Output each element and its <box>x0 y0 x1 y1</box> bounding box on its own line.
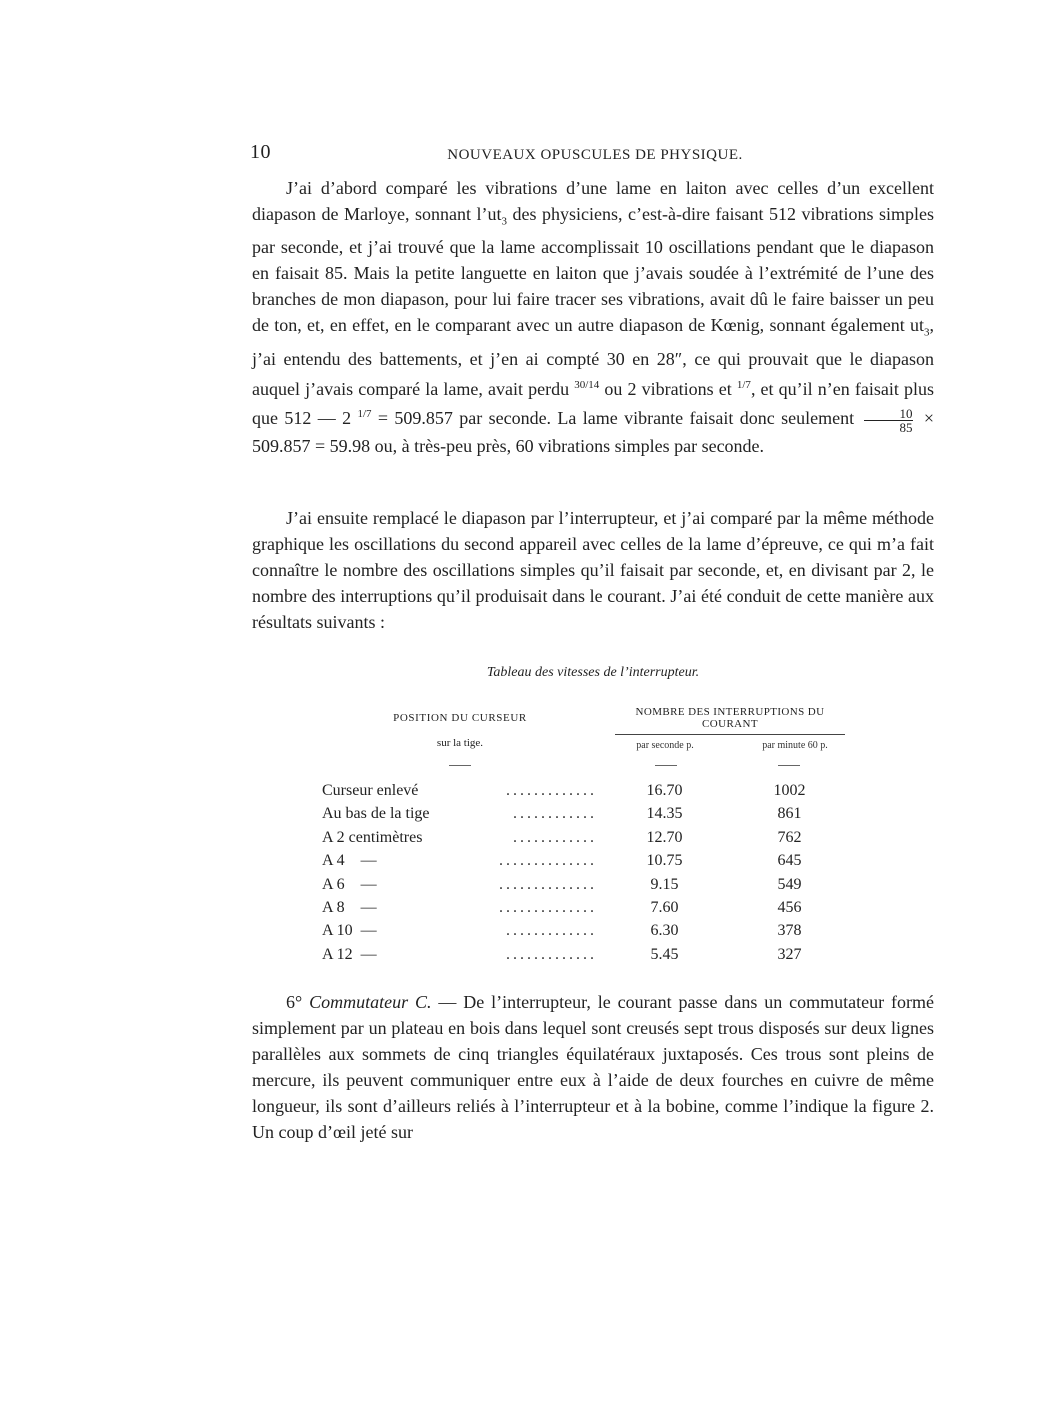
row-label: A 10 — <box>322 922 377 940</box>
value-per-minute: 762 <box>777 828 802 846</box>
p3-text: — De l’interrupteur, le courant passe dans un commutateur formé simplement par un plateau en bois dans lequel sont creusés sept trous disposés sur deux lignes parallèles aux sommets de cinq triangles équilatéraux juxtaposés. Ces trous sont pleins de mercure, ils peuvent communiquer entre eux à l’aide de deux fourches en cuivre de même longueur, ils sont d’ailleurs reliés à l’interrupteur et à la bobine, comme l’indique la figure 2. Un coup d’œil jeté sur <box>252 992 934 1142</box>
value-per-minute: 645 <box>777 852 802 870</box>
table-body <box>322 782 842 969</box>
row-label: A 8 — <box>322 898 377 916</box>
leader-dots: ............. <box>506 945 597 963</box>
p1-fraction-1: 30/14 <box>574 378 600 391</box>
leader-dots: ............. <box>506 782 597 799</box>
value-per-second: 5.45 <box>650 945 679 963</box>
column-header-interruptions <box>610 706 850 735</box>
leader-dots: ............. <box>506 922 597 940</box>
column-header-position <box>370 712 550 749</box>
fraction-numerator: 10 <box>864 407 913 421</box>
value-per-minute: 327 <box>777 945 802 963</box>
header-rule <box>615 734 845 735</box>
p1-text-g: × 509.857 = 59.98 ou, à très-peu près, 60 vibrations simples par seconde. <box>252 408 934 456</box>
column-dash <box>778 765 800 766</box>
row-label: Au bas de la tige <box>322 805 430 823</box>
row-label: Curseur enlevé <box>322 782 419 799</box>
page-header <box>250 141 940 169</box>
p1-text-d: ou 2 vibrations et <box>599 378 737 399</box>
column-dash <box>449 765 471 766</box>
p1-text-a: J’ai d’abord comparé les vibrations d’une lame en laiton avec celles d’un excellent diapason de Marloye, sonnant l’ut <box>252 178 934 224</box>
column-dash <box>655 765 677 766</box>
leader-dots: ............ <box>513 828 597 846</box>
subheader-per-minute: par minute 60 p. <box>762 740 828 751</box>
column-header-interruptions-title: NOMBRE DES INTERRUPTIONS DU COURANT <box>635 706 825 730</box>
leader-dots: .............. <box>499 898 597 916</box>
row-label: A 2 centimètres <box>322 828 423 846</box>
value-per-second: 7.60 <box>650 898 679 916</box>
leader-dots: .............. <box>499 875 597 893</box>
value-per-minute: 1002 <box>773 782 806 799</box>
table-row <box>322 805 842 828</box>
value-per-second: 12.70 <box>646 828 683 846</box>
value-per-second: 16.70 <box>646 782 683 799</box>
table-row <box>322 876 842 899</box>
value-per-minute: 549 <box>777 875 802 893</box>
row-label: A 12 — <box>322 945 377 963</box>
paragraph-3 <box>252 990 934 1145</box>
table-row <box>322 899 842 922</box>
running-title: NOUVEAUX OPUSCULES DE PHYSIQUE. <box>447 147 743 163</box>
p3-lead: 6° <box>286 992 310 1012</box>
paragraph-1 <box>252 176 934 460</box>
table-row <box>322 922 842 945</box>
table-row <box>322 852 842 875</box>
table-caption: Tableau des vitesses de l’interrupteur. <box>486 665 700 680</box>
p1-fraction-3: 1/7 <box>357 408 372 421</box>
value-per-second: 14.35 <box>646 805 683 823</box>
p1-text-f: = 509.857 par seconde. La lame vibrante faisait donc seulement <box>371 408 861 429</box>
value-per-second: 9.15 <box>650 875 679 893</box>
row-label: A 6 — <box>322 875 377 893</box>
row-label: A 4 — <box>322 852 377 870</box>
value-per-second: 10.75 <box>646 852 683 870</box>
p1-text-c: , j’ai entendu des battements, et j’en ai compté 30 en 28″, ce qui prouvait que le diapason auquel j’avais comparé la lame, avait perdu <box>252 315 934 399</box>
value-per-minute: 456 <box>777 898 802 916</box>
p1-text-b: des physiciens, c’est-à-dire faisant 512 vibrations simples par seconde, et j’ai trouvé que la lame accomplissait 10 oscillations pendant que le diapason en faisait 85. Mais la petite languette en laiton que j’avais soudée à l’extrémité de l’une des branches de mon diapason, pour lui faire tracer ses vibrations, avait dû le faire baisser un peu de ton, et, en effet, en le comparant avec un autre diapason de Kœnig, sonnant également ut <box>252 203 934 336</box>
table-row <box>322 782 842 805</box>
leader-dots: ............ <box>513 805 597 823</box>
p1-fraction-2: 1/7 <box>736 378 751 391</box>
table-row <box>322 829 842 852</box>
paragraph-2: J’ai ensuite remplacé le diapason par l’interrupteur, et j’ai comparé par la même méthode graphique les oscillations du second appareil avec celles de la lame d’épreuve, ce qui m’a fait connaître le nombre des oscillations simples qu’il faisait par seconde, et, en divisant par 2, le nombre des interruptions qu’il produisait dans le courant. J’ai été conduit de cette manière aux résultats suivants : <box>252 508 934 632</box>
column-header-position-sub: sur la tige. <box>436 737 484 749</box>
value-per-minute: 861 <box>777 805 802 823</box>
column-header-position-title: POSITION DU CURSEUR <box>393 712 527 724</box>
subheader-per-second: par seconde p. <box>636 740 694 751</box>
p1-fraction-4 <box>864 407 913 434</box>
p1-subscript-b: 3 <box>924 326 930 339</box>
value-per-minute: 378 <box>777 922 802 940</box>
table-row <box>322 946 842 969</box>
fraction-denominator: 85 <box>899 419 913 435</box>
page-number: 10 <box>250 141 271 163</box>
value-per-second: 6.30 <box>650 922 679 940</box>
p1-text-e: , et qu’il n’en faisait plus que 512 — 2 <box>252 378 935 429</box>
p1-subscript-a: 3 <box>501 215 507 228</box>
leader-dots: .............. <box>499 852 597 870</box>
p3-title: Commutateur C. <box>309 992 432 1012</box>
